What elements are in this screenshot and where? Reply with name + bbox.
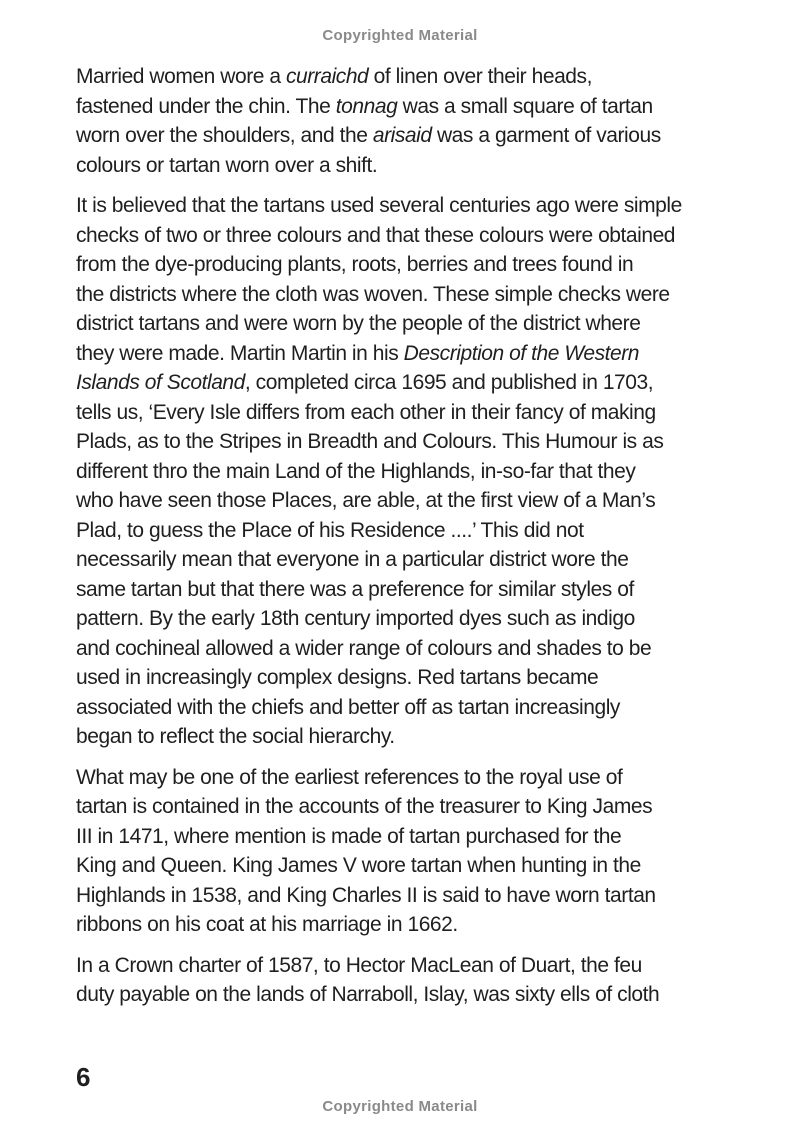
text-segment: the districts where the cloth was woven. These simple checks were bbox=[76, 282, 670, 306]
text-line bbox=[76, 604, 736, 634]
text-line bbox=[76, 368, 736, 398]
text-segment: III in 1471, where mention is made of tartan purchased for the bbox=[76, 824, 622, 848]
text-segment: , completed circa 1695 and published in 1703, bbox=[244, 371, 654, 394]
italic-text-segment: arisaid bbox=[372, 124, 432, 147]
text-segment: used in increasingly complex designs. Red tartans became bbox=[76, 666, 599, 689]
bottom-watermark: Copyrighted Material bbox=[322, 1098, 478, 1115]
text-segment: Highlands in 1538, and King Charles II is said to have worn tartan bbox=[76, 883, 656, 907]
text-line bbox=[76, 309, 736, 339]
text-line bbox=[76, 545, 736, 575]
text-line bbox=[76, 951, 736, 981]
text-segment: What may be one of the earliest references to the royal use of bbox=[76, 765, 623, 789]
top-watermark: Copyrighted Material bbox=[322, 27, 478, 44]
text-segment: of linen over their heads, bbox=[368, 65, 592, 88]
paragraph bbox=[76, 62, 736, 180]
italic-text-segment: curraichd bbox=[285, 65, 369, 88]
text-segment: worn over the shoulders, and the bbox=[76, 124, 373, 147]
text-line bbox=[76, 851, 736, 881]
text-line bbox=[76, 516, 736, 546]
text-line bbox=[76, 62, 736, 92]
text-segment: It is believed that the tartans used several centuries ago were simple bbox=[76, 194, 682, 217]
text-line bbox=[76, 792, 736, 822]
text-line bbox=[76, 221, 736, 251]
text-segment: duty payable on the lands of Narraboll, Islay, was sixty ells of cloth bbox=[76, 983, 660, 1006]
paragraph bbox=[76, 191, 736, 752]
text-segment: Plads, as to the Stripes in Breadth and Colours. This Humour is as bbox=[76, 430, 664, 453]
text-line bbox=[76, 121, 736, 151]
text-line bbox=[76, 280, 736, 310]
text-segment: King and Queen. King James V wore tartan when hunting in the bbox=[76, 854, 641, 877]
italic-text-segment: Description of the Western bbox=[403, 341, 640, 365]
text-segment: who have seen those Places, are able, at the first view of a Man’s bbox=[76, 489, 656, 512]
text-segment: same tartan but that there was a preference for similar styles of bbox=[76, 577, 634, 601]
text-segment: checks of two or three colours and that these colours were obtained bbox=[76, 223, 676, 247]
text-line bbox=[76, 398, 736, 428]
text-line bbox=[76, 822, 736, 852]
text-line bbox=[76, 634, 736, 664]
text-segment: was a small square of tartan bbox=[397, 94, 653, 118]
text-line bbox=[76, 151, 736, 181]
text-segment: Married women wore a bbox=[76, 65, 286, 88]
text-segment: associated with the chiefs and better off as tartan increasingly bbox=[76, 695, 620, 719]
paragraph bbox=[76, 763, 736, 940]
text-line bbox=[76, 92, 736, 122]
page-number: 6 bbox=[76, 1062, 91, 1092]
text-line bbox=[76, 191, 736, 221]
text-line bbox=[76, 980, 736, 1010]
text-segment: ribbons on his coat at his marriage in 1662. bbox=[76, 913, 458, 936]
text-segment: tartan is contained in the accounts of the treasurer to King James bbox=[76, 795, 653, 818]
text-line bbox=[76, 763, 736, 793]
text-line bbox=[76, 693, 736, 723]
text-segment: from the dye-producing plants, roots, berries and trees found in bbox=[76, 253, 634, 276]
text-segment: different thro the main Land of the Highlands, in-so-far that they bbox=[76, 459, 636, 483]
text-line bbox=[76, 881, 736, 911]
text-line bbox=[76, 457, 736, 487]
text-segment: fastened under the chin. The bbox=[76, 94, 336, 118]
text-segment: pattern. By the early 18th century imported dyes such as indigo bbox=[76, 607, 635, 630]
text-line bbox=[76, 722, 736, 752]
text-segment: Plad, to guess the Place of his Residence ....’ This did not bbox=[76, 518, 584, 542]
paragraph bbox=[76, 951, 736, 1010]
italic-text-segment: Islands of Scotland bbox=[76, 371, 245, 394]
text-segment: tells us, ‘Every Isle differs from each other in their fancy of making bbox=[76, 400, 656, 424]
text-segment: colours or tartan worn over a shift. bbox=[76, 153, 378, 177]
text-segment: In a Crown charter of 1587, to Hector MacLean of Duart, the feu bbox=[76, 953, 642, 977]
text-segment: began to reflect the social hierarchy. bbox=[76, 725, 395, 748]
text-segment: and cochineal allowed a wider range of colours and shades to be bbox=[76, 636, 652, 660]
text-line bbox=[76, 486, 736, 516]
text-line bbox=[76, 663, 736, 693]
text-block bbox=[76, 62, 736, 1010]
text-line bbox=[76, 575, 736, 605]
text-line bbox=[76, 339, 736, 369]
text-segment: was a garment of various bbox=[431, 124, 661, 147]
text-line bbox=[76, 910, 736, 940]
text-line bbox=[76, 250, 736, 280]
italic-text-segment: tonnag bbox=[335, 94, 398, 118]
text-segment: district tartans and were worn by the people of the district where bbox=[76, 312, 641, 335]
text-line bbox=[76, 427, 736, 457]
text-segment: necessarily mean that everyone in a particular district wore the bbox=[76, 548, 629, 571]
text-segment: they were made. Martin Martin in his bbox=[76, 341, 404, 365]
